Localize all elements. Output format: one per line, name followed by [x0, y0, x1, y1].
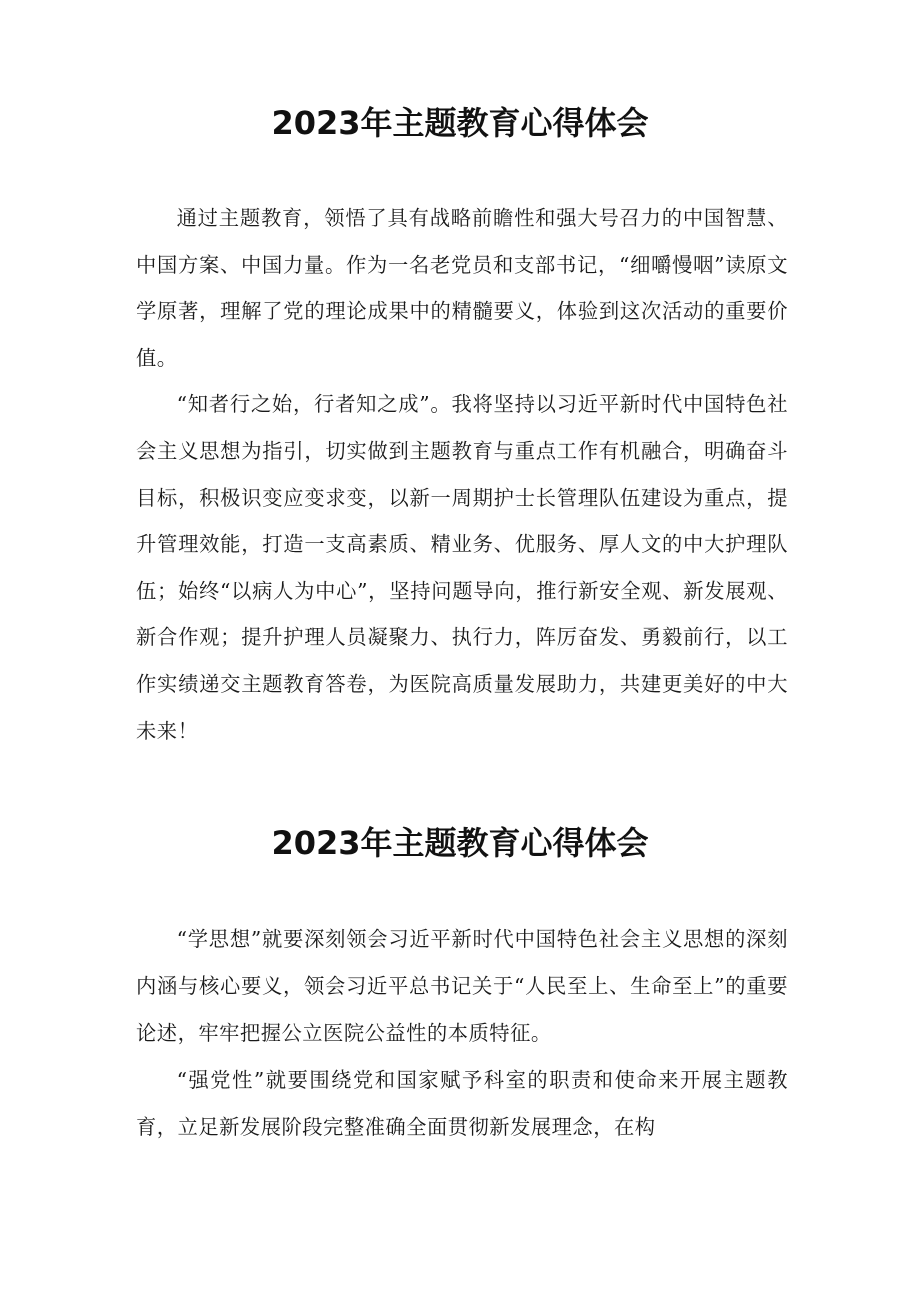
article-body	[136, 916, 788, 1151]
paragraph: 通过主题教育，领悟了具有战略前瞻性和强大号召力的中国智慧、中国方案、中国力量。作为一名老党员和支部书记，“细嚼慢咽”读原文学原著，理解了党的理论成果中的精髓要义，体验到这次活动的重要价值。	[136, 206, 788, 370]
article-title: 2023年主题教育心得体会	[271, 824, 649, 862]
paragraph: “强党性”就要围绕党和国家赋予科室的职责和使命来开展主题教育，立足新发展阶段完整准确全面贯彻新发展理念，在构	[136, 1068, 788, 1139]
paragraph: “知者行之始，行者知之成”。我将坚持以习近平新时代中国特色社会主义思想为指引，切实做到主题教育与重点工作有机融合，明确奋斗目标，积极识变应变求变，以新一周期护士长管理队伍建设为重点，提升管理效能，打造一支高素质、精业务、优服务、厚人文的中大护理队伍；始终“以病人为中心”，坚持问题导向，推行新安全观、新发展观、新合作观；提升护理人员凝聚力、执行力，阵厉奋发、勇毅前行，以工作实绩递交主题教育答卷，为医院高质量发展助力，共建更美好的中大未来！	[136, 392, 788, 743]
article-body	[136, 195, 788, 754]
article-title: 2023年主题教育心得体会	[271, 104, 649, 142]
paragraph: “学思想”就要深刻领会习近平新时代中国特色社会主义思想的深刻内涵与核心要义，领会习近平总书记关于“人民至上、生命至上”的重要论述，牢牢把握公立医院公益性的本质特征。	[136, 927, 788, 1045]
